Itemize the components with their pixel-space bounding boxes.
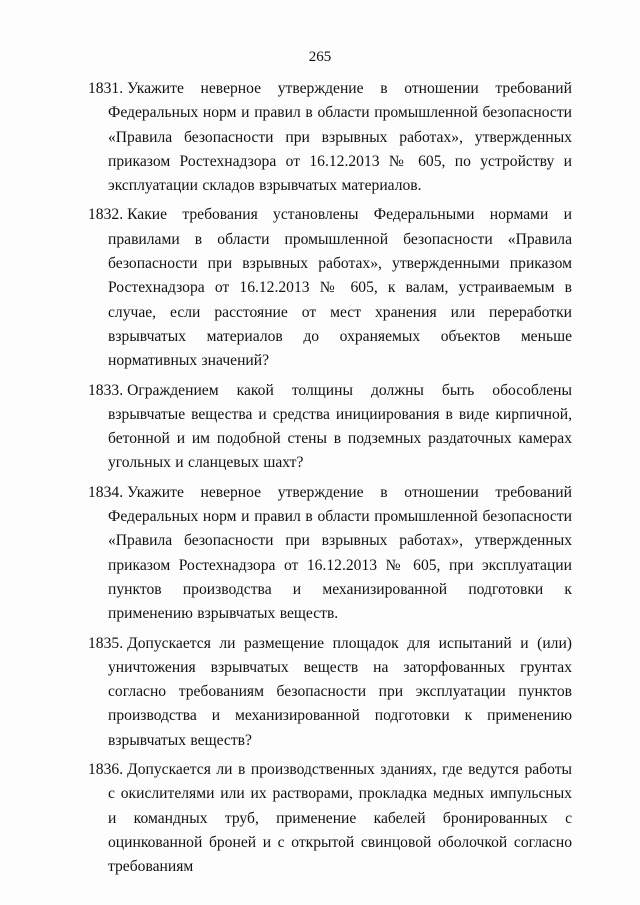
question-number: 1831. [88, 80, 124, 97]
question-1832 [88, 203, 572, 373]
question-number: 1834. [88, 483, 124, 501]
question-1834 [88, 481, 572, 627]
question-list [88, 77, 572, 885]
question-text: Допускается ли размещение площадок для испытаний и (или) уничтожения взрывчатых веществ на заторфованных грунтах согласно требованиям безопасности при эксплуатации пунктов производства и механизированной подготовки к применению взрывчатых веществ? [108, 634, 572, 749]
question-number: 1835. [88, 634, 124, 652]
question-1835 [88, 632, 572, 753]
question-1831 [88, 77, 572, 198]
question-text: Укажите неверное утверждение в отношении требований Федеральных норм и правил в области промышленной безопасности «Правила безопасности при взрывных работах», утвержденных приказом Ростехнадзора от 16.12.2013 № 605, по устройству и эксплуатации складов взрывчатых материалов. [108, 80, 572, 195]
question-1833 [88, 379, 572, 476]
question-text: Ограждением какой толщины должны быть обособлены взрывчатые вещества и средства инициирования в виде кирпичной, бетонной и им подобной стены в подземных раздаточных камерах угольных и сланцевых шахт? [108, 381, 572, 472]
question-number: 1832. [88, 206, 124, 224]
question-text: Допускается ли в производственных зданиях, где ведутся работы с окислителями или их растворами, прокладка медных импульсных и командных труб, применение кабелей бронированных с оцинкованной броней и с открытой свинцовой оболочкой согласно требованиям [108, 761, 572, 876]
question-number: 1833. [88, 381, 124, 399]
question-text: Какие требования установлены Федеральными нормами и правилами в области промышленной безопасности «Правила безопасности при взрывных работах», утвержденными приказом Ростехнадзора от 16.12.2013 № 605, к валам, устраиваемым в случае, если расстояние от мест хранения или переработки взрывчатых материалов до охраняемых объектов меньше нормативных значений? [108, 206, 572, 370]
question-text: Укажите неверное утверждение в отношении требований Федеральных норм и правил в области промышленной безопасности «Правила безопасности при взрывных работах», утвержденных приказом Ростехнадзора от 16.12.2013 № 605, при эксплуатации пунктов производства и механизированной подготовки к применению взрывчатых веществ. [108, 483, 572, 623]
question-1836 [88, 758, 572, 879]
page-number: 265 [308, 49, 332, 65]
question-number: 1836. [88, 761, 124, 779]
